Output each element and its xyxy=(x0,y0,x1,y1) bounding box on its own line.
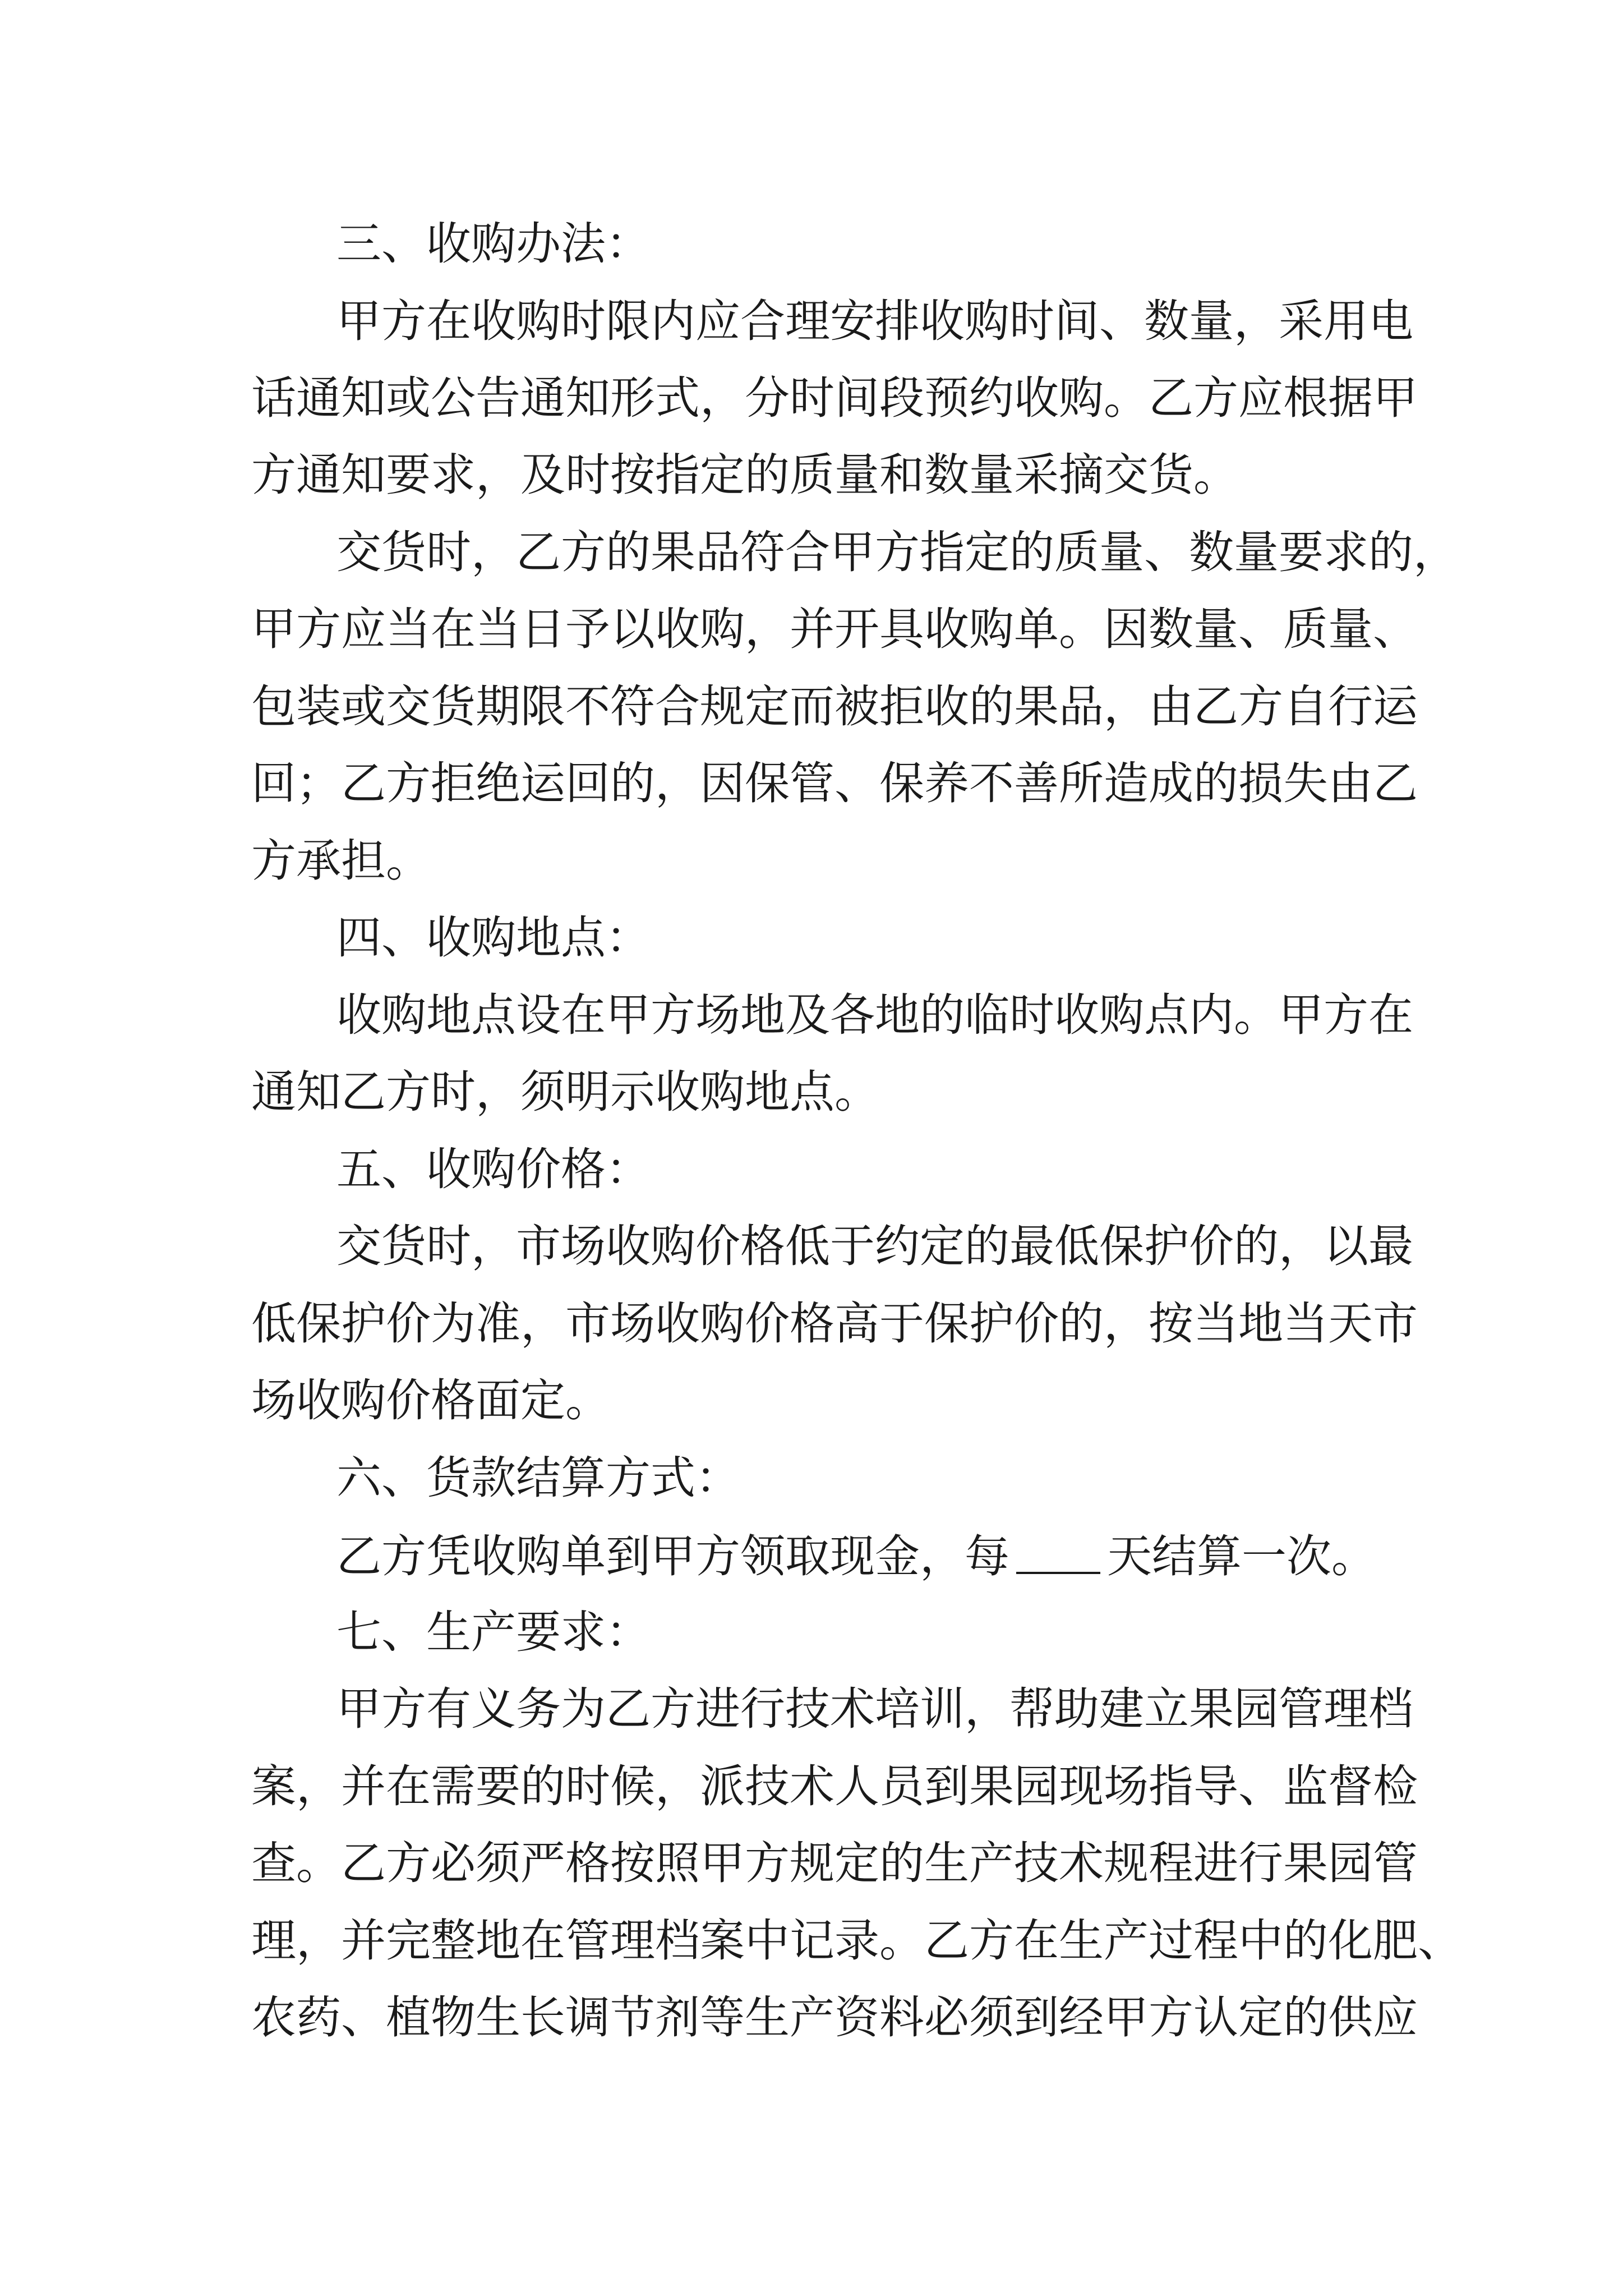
section-3-p1-line-1: 甲方在收购时限内应合理安排收购时间、数量，采用电 xyxy=(336,295,1413,347)
section-3-p1-line-3: 方通知要求，及时按指定的质量和数量采摘交货。 xyxy=(251,449,1238,501)
section-4-p1-line-2: 通知乙方时，须明示收购地点。 xyxy=(251,1066,879,1118)
section-3-p1-line-2: 话通知或公告通知形式，分时间段预约收购。乙方应根据甲 xyxy=(251,372,1418,424)
section-4-heading: 四、收购地点： xyxy=(336,912,651,964)
section-3-p2-line-2: 甲方应当在当日予以收购，并开具收购单。因数量、质量、 xyxy=(251,603,1418,655)
section-7-p1-line-4: 理，并完整地在管理档案中记录。乙方在生产过程中的化肥、 xyxy=(251,1915,1463,1967)
section-7-p1-line-1: 甲方有义务为乙方进行技术培训，帮助建立果园管理档 xyxy=(336,1683,1413,1735)
section-4-p1-line-1: 收购地点设在甲方场地及各地的临时收购点内。甲方在 xyxy=(336,989,1413,1041)
section-5-p1-line-1: 交货时，市场收购价格低于约定的最低保护价的，以最 xyxy=(336,1220,1413,1272)
section-3-p2-line-3: 包装或交货期限不符合规定而被拒收的果品，由乙方自行运 xyxy=(251,680,1418,733)
settlement-text-before: 乙方凭收购单到甲方领取现金，每 xyxy=(336,1530,1009,1582)
section-3-p2-line-5: 方承担。 xyxy=(251,835,431,887)
settlement-text-after: 天结算一次。 xyxy=(1107,1530,1376,1582)
section-7-heading: 七、生产要求： xyxy=(336,1606,651,1658)
section-3-p2-line-1: 交货时，乙方的果品符合甲方指定的质量、数量要求的， xyxy=(336,526,1458,578)
section-6-p1 xyxy=(336,1527,1376,1583)
settlement-days-blank[interactable] xyxy=(1016,1527,1100,1574)
section-6-heading: 六、货款结算方式： xyxy=(336,1452,740,1504)
section-5-heading: 五、收购价格： xyxy=(336,1143,651,1195)
section-3-heading: 三、收购办法： xyxy=(336,218,651,270)
section-5-p1-line-2: 低保护价为准，市场收购价格高于保护价的，按当地当天市 xyxy=(251,1297,1418,1350)
section-7-p1-line-2: 案，并在需要的时候，派技术人员到果园现场指导、监督检 xyxy=(251,1760,1418,1812)
section-7-p1-line-5: 农药、植物生长调节剂等生产资料必须到经甲方认定的供应 xyxy=(251,1991,1418,2044)
section-5-p1-line-3: 场收购价格面定。 xyxy=(251,1374,610,1427)
section-7-p1-line-3: 查。乙方必须严格按照甲方规定的生产技术规程进行果园管 xyxy=(251,1837,1418,1889)
section-3-p2-line-4: 回；乙方拒绝运回的，因保管、保养不善所造成的损失由乙 xyxy=(251,757,1418,809)
